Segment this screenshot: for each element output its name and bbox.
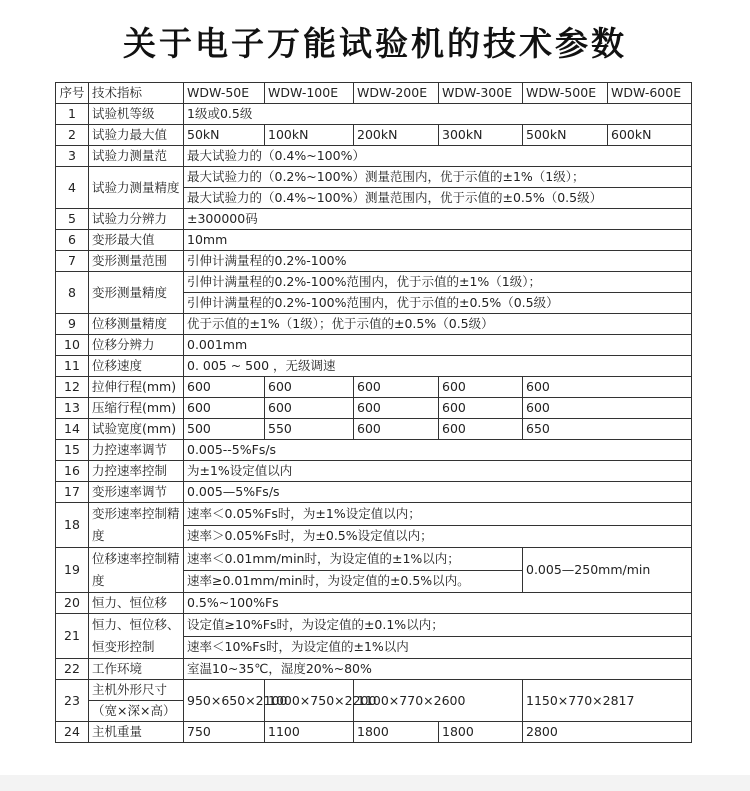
row-value: 600 xyxy=(439,398,523,419)
row-item: 力控速率控制 xyxy=(89,461,184,482)
row-no: 23 xyxy=(56,680,89,722)
row-value: 600 xyxy=(523,398,692,419)
row-value: 950×650×2100 xyxy=(184,680,265,722)
row-item: 试验宽度(mm) xyxy=(89,419,184,440)
table-row xyxy=(56,419,692,440)
header-model: WDW-500E xyxy=(523,83,608,104)
row-no: 7 xyxy=(56,251,89,272)
table-row xyxy=(56,230,692,251)
table-row xyxy=(56,104,692,125)
row-value: 10mm xyxy=(184,230,692,251)
row-value-line: 速率≥0.01mm/min时，为设定值的±0.5%以内。 xyxy=(184,570,523,593)
row-value-line: 设定值≥10%Fs时，为设定值的±0.1%以内； xyxy=(184,614,692,637)
table-row xyxy=(56,272,692,293)
row-item: 变形速率控制精度 xyxy=(89,503,184,548)
row-no: 20 xyxy=(56,593,89,614)
row-item: 力控速率调节 xyxy=(89,440,184,461)
table-row xyxy=(56,548,692,571)
row-value: 2800 xyxy=(523,722,692,743)
row-no: 4 xyxy=(56,167,89,209)
row-item: 试验力分辨力 xyxy=(89,209,184,230)
table-header-row xyxy=(56,83,692,104)
row-value: 600 xyxy=(439,419,523,440)
header-model: WDW-50E xyxy=(184,83,265,104)
row-value-range: 0.005—250mm/min xyxy=(523,548,692,593)
row-value: 600 xyxy=(523,377,692,398)
row-value: 50kN xyxy=(184,125,265,146)
table-row xyxy=(56,482,692,503)
row-value-line: 最大试验力的（0.4%~100%）测量范围内，优于示值的±0.5%（0.5级） xyxy=(184,188,692,209)
row-value: 600 xyxy=(184,377,265,398)
row-value-line: 引伸计满量程的0.2%-100%范围内，优于示值的±0.5%（0.5级） xyxy=(184,293,692,314)
table-row xyxy=(56,680,692,701)
row-value-line: 最大试验力的（0.2%~100%）测量范围内，优于示值的±1%（1级）； xyxy=(184,167,692,188)
row-value: 500 xyxy=(184,419,265,440)
row-no: 17 xyxy=(56,482,89,503)
table-row xyxy=(56,314,692,335)
row-no: 3 xyxy=(56,146,89,167)
row-no: 9 xyxy=(56,314,89,335)
row-item-line: 主机外形尺寸 xyxy=(89,680,184,701)
row-value: 0.001mm xyxy=(184,335,692,356)
row-item: 压缩行程(mm) xyxy=(89,398,184,419)
row-item: 主机重量 xyxy=(89,722,184,743)
row-value: 600 xyxy=(184,398,265,419)
row-item: 变形测量精度 xyxy=(89,272,184,314)
row-value: 1800 xyxy=(439,722,523,743)
row-value: 650 xyxy=(523,419,692,440)
row-no: 1 xyxy=(56,104,89,125)
table-row xyxy=(56,356,692,377)
row-item: 拉伸行程(mm) xyxy=(89,377,184,398)
table-row xyxy=(56,251,692,272)
row-item-line: （宽×深×高） xyxy=(89,701,184,722)
header-model: WDW-300E xyxy=(439,83,523,104)
row-no: 21 xyxy=(56,614,89,659)
row-no: 19 xyxy=(56,548,89,593)
row-value: 1000×750×2200 xyxy=(265,680,354,722)
table-row xyxy=(56,398,692,419)
row-item: 位移测量精度 xyxy=(89,314,184,335)
header-no: 序号 xyxy=(56,83,89,104)
row-value: 200kN xyxy=(354,125,439,146)
row-item: 位移分辨力 xyxy=(89,335,184,356)
table-row xyxy=(56,377,692,398)
row-no: 5 xyxy=(56,209,89,230)
bottom-band xyxy=(0,775,750,791)
row-value: 600 xyxy=(354,419,439,440)
table-row xyxy=(56,593,692,614)
row-no: 18 xyxy=(56,503,89,548)
row-value: 600 xyxy=(439,377,523,398)
row-item: 工作环境 xyxy=(89,659,184,680)
row-item: 变形测量范围 xyxy=(89,251,184,272)
row-value: 1800 xyxy=(354,722,439,743)
table-row xyxy=(56,461,692,482)
table-row xyxy=(56,146,692,167)
header-model: WDW-600E xyxy=(608,83,692,104)
header-item: 技术指标 xyxy=(89,83,184,104)
row-no: 14 xyxy=(56,419,89,440)
page-title: 关于电子万能试验机的技术参数 xyxy=(123,24,627,63)
row-value: 600 xyxy=(354,398,439,419)
row-item: 位移速度 xyxy=(89,356,184,377)
row-value: 0.5%~100%Fs xyxy=(184,593,692,614)
row-value-line: 速率＜0.05%Fs时，为±1%设定值以内； xyxy=(184,503,692,526)
row-item: 变形速率调节 xyxy=(89,482,184,503)
row-item: 恒力、恒位移、恒变形控制 xyxy=(89,614,184,659)
row-value: 750 xyxy=(184,722,265,743)
table-row xyxy=(56,503,692,526)
row-no: 13 xyxy=(56,398,89,419)
table-row xyxy=(56,167,692,188)
table-row xyxy=(56,659,692,680)
row-no: 8 xyxy=(56,272,89,314)
row-value-line: 速率＜0.01mm/min时，为设定值的±1%以内； xyxy=(184,548,523,571)
row-value: 600 xyxy=(265,398,354,419)
row-value: 1100 xyxy=(265,722,354,743)
row-item: 变形最大值 xyxy=(89,230,184,251)
row-no: 11 xyxy=(56,356,89,377)
table-row xyxy=(56,722,692,743)
row-value: 0. 005 ~ 500 ，无级调速 xyxy=(184,356,692,377)
row-value: 500kN xyxy=(523,125,608,146)
row-value: 550 xyxy=(265,419,354,440)
row-no: 6 xyxy=(56,230,89,251)
row-item: 试验力最大值 xyxy=(89,125,184,146)
row-value-line: 速率＜10%Fs时，为设定值的±1%以内 xyxy=(184,636,692,659)
spec-table xyxy=(55,82,692,743)
table-row xyxy=(56,335,692,356)
row-value: 1150×770×2817 xyxy=(523,680,692,722)
row-value: 优于示值的±1%（1级）；优于示值的±0.5%（0.5级） xyxy=(184,314,692,335)
row-item: 恒力、恒位移 xyxy=(89,593,184,614)
row-no: 12 xyxy=(56,377,89,398)
row-no: 10 xyxy=(56,335,89,356)
row-value: 室温10~35℃，湿度20%~80% xyxy=(184,659,692,680)
table-row xyxy=(56,440,692,461)
row-item: 试验机等级 xyxy=(89,104,184,125)
row-value: 为±1%设定值以内 xyxy=(184,461,692,482)
row-value: 600 xyxy=(354,377,439,398)
row-no: 24 xyxy=(56,722,89,743)
row-value: 100kN xyxy=(265,125,354,146)
header-model: WDW-100E xyxy=(265,83,354,104)
row-value: 1级或0.5级 xyxy=(184,104,692,125)
row-value: 0.005—5%Fs/s xyxy=(184,482,692,503)
table-row xyxy=(56,125,692,146)
row-value: 600 xyxy=(265,377,354,398)
row-value-line: 速率＞0.05%Fs时，为±0.5%设定值以内； xyxy=(184,525,692,548)
row-value: 最大试验力的（0.4%~100%） xyxy=(184,146,692,167)
row-no: 2 xyxy=(56,125,89,146)
header-model: WDW-200E xyxy=(354,83,439,104)
row-no: 22 xyxy=(56,659,89,680)
row-no: 15 xyxy=(56,440,89,461)
row-value: 0.005--5%Fs/s xyxy=(184,440,692,461)
row-no: 16 xyxy=(56,461,89,482)
row-value: ±300000码 xyxy=(184,209,692,230)
row-value: 300kN xyxy=(439,125,523,146)
row-item: 试验力测量范 xyxy=(89,146,184,167)
row-item: 试验力测量精度 xyxy=(89,167,184,209)
table-row xyxy=(56,209,692,230)
row-value: 1100×770×2600 xyxy=(354,680,523,722)
row-value: 600kN xyxy=(608,125,692,146)
row-item: 位移速率控制精度 xyxy=(89,548,184,593)
table-row xyxy=(56,614,692,637)
row-value: 引伸计满量程的0.2%-100% xyxy=(184,251,692,272)
row-value-line: 引伸计满量程的0.2%-100%范围内，优于示值的±1%（1级）； xyxy=(184,272,692,293)
